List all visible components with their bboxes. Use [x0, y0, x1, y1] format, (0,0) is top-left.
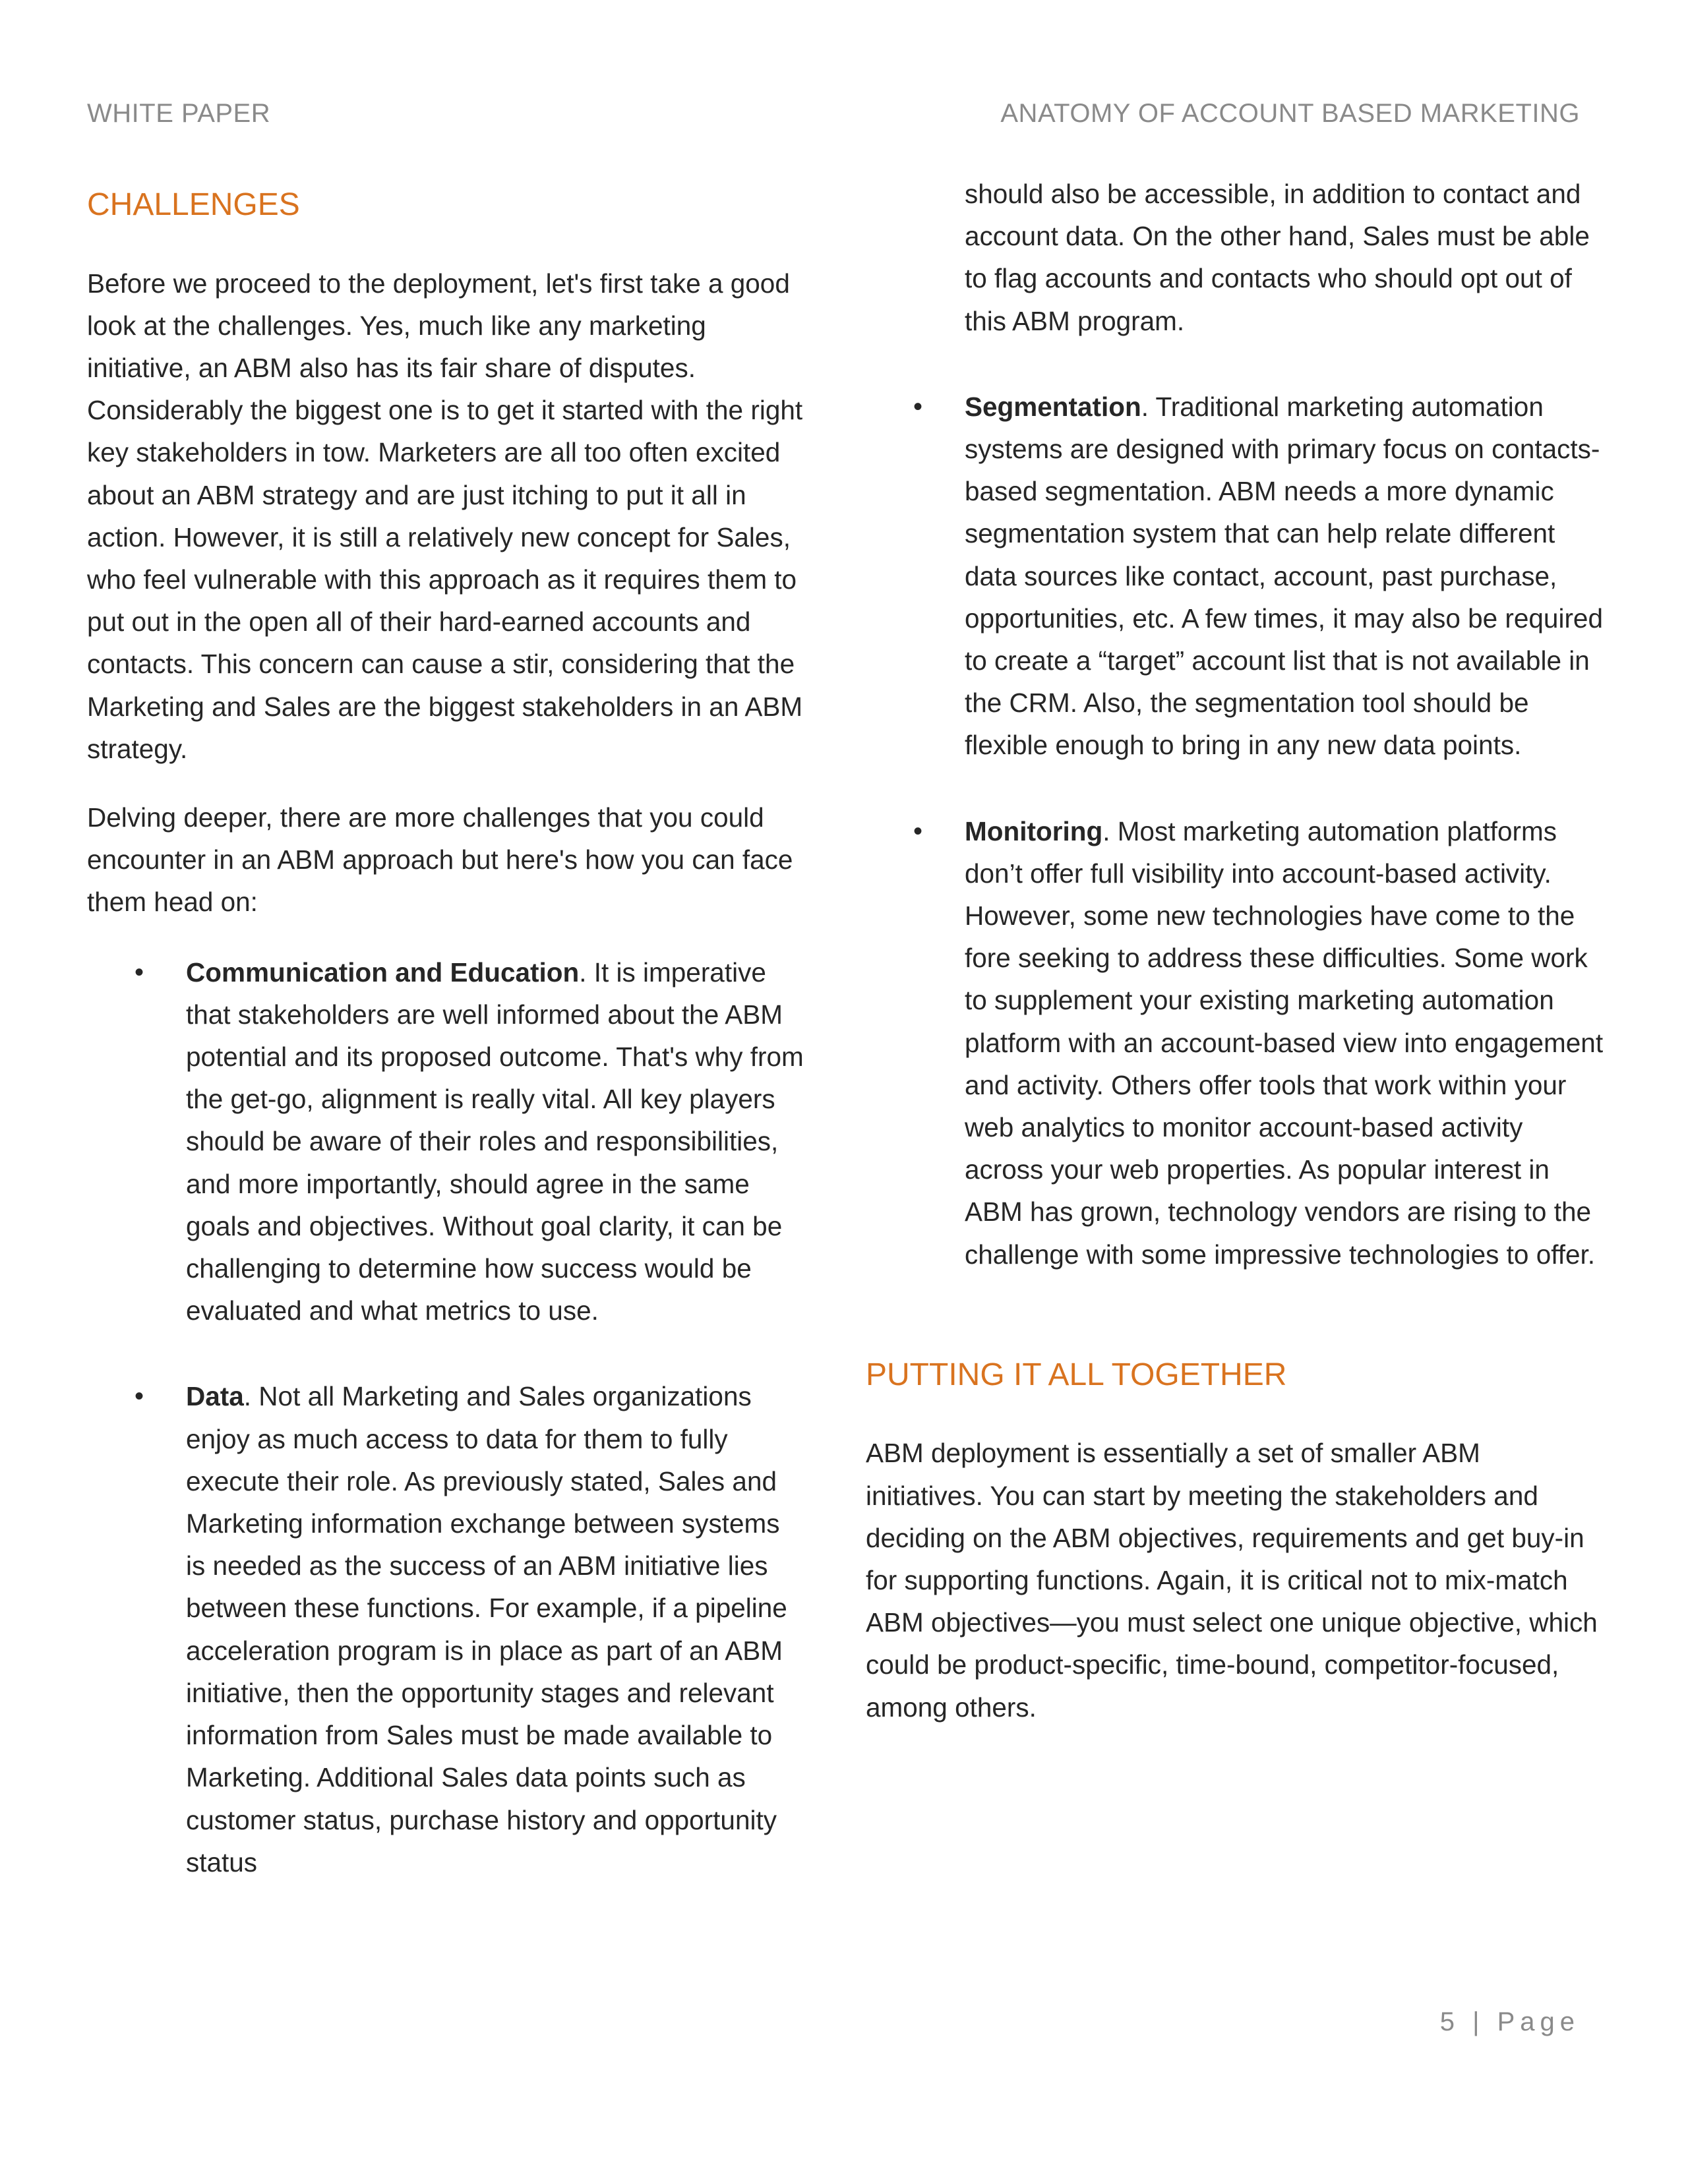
header-right: ANATOMY OF ACCOUNT BASED MARKETING: [1000, 99, 1580, 128]
header-left: WHITE PAPER: [87, 99, 271, 128]
together-heading: PUTTING IT ALL TOGETHER: [866, 1357, 1287, 1392]
item-text: . Not all Marketing and Sales organizations enjoy as much access to data for them to fully execute their role. As previously stated, Sales and Marketing information exchange between systems is needed as the success of an ABM initiative lies between these functions. For example, if a pipeline acceleration program is in place as part of an ABM initiative, then the opportunity stages and relevant information from Sales must be made available to Marketing. Additional Sales data points such as customer status, purchase history and opportunity status: [186, 1381, 787, 1877]
item-text: . Traditional marketing automation systems are designed with primary focus on contacts-based segmentation. ABM needs a more dynamic segmentation system that can help relate different data sources like contact, account, past purchase, opportunities, etc. A few times, it may also be required to create a “target” account list that is not available in the CRM. Also, the segmentation tool should be flexible enough to bring in any new data points.: [965, 391, 1603, 761]
page-number: 5 | Page: [1439, 2007, 1580, 2036]
item-lead: Segmentation: [965, 391, 1141, 422]
item-lead: Data: [186, 1381, 244, 1412]
left-column: [87, 173, 806, 1883]
together-paragraph: ABM deployment is essentially a set of smaller ABM initiatives. You can start by meeting the stakeholders and deciding on the ABM objectives, requirements and get buy-in for supporting functions. Again, it is critical not to mix-match ABM objectives—you must select one unique objective, which could be product-specific, time-bound, competitor-focused, among others.: [866, 1438, 1598, 1723]
challenges-list-right: [866, 173, 1604, 1276]
challenges-list-left: [87, 951, 806, 1883]
list-item-communication: [186, 951, 806, 1332]
list-item-monitoring: [965, 810, 1604, 1276]
challenges-paragraph-2: Delving deeper, there are more challenges that you could encounter in an ABM approach but here's how you can face them head on:: [87, 802, 793, 918]
item-text: . Most marketing automation platforms don’t offer full visibility into account-based activity. However, some new technologies have come to the fore seeking to address these difficulties. Some work to supplement your existing marketing automation platform with an account-based view into engagement and activity. Others offer tools that work within your web analytics to monitor account-based activity across your web properties. As popular interest in ABM has grown, technology vendors are rising to the challenge with some impressive technologies to offer.: [965, 815, 1604, 1270]
right-column: [866, 173, 1604, 1728]
list-item-data: [186, 1375, 806, 1883]
list-item-data-continuation: should also be accessible, in addition to contact and account data. On the other hand, Sales must be able to flag accounts and contacts who should opt out of this ABM program.: [965, 179, 1590, 336]
challenges-paragraph-1: Before we proceed to the deployment, let's first take a good look at the challenges. Yes, much like any marketing initiative, an ABM also has its fair share of disputes. Considerably the biggest one is to get it started with the right key stakeholders in tow. Marketers are all too often excited about an ABM strategy and are just itching to put it all in action. However, it is still a relatively new concept for Sales, who feel vulnerable with this approach as it requires them to put out in the open all of their hard-earned accounts and contacts. This concern can cause a stir, considering that the Marketing and Sales are the biggest stakeholders in an ABM strategy.: [87, 268, 803, 764]
item-lead: Communication and Education: [186, 957, 580, 988]
item-lead: Monitoring: [965, 815, 1103, 846]
list-item-segmentation: [965, 386, 1604, 767]
challenges-heading: CHALLENGES: [87, 187, 300, 222]
item-text: . It is imperative that stakeholders are well informed about the ABM potential and its proposed outcome. That's why from the get-go, alignment is really vital. All key players should be aware of their roles and responsibilities, and more importantly, should agree in the same goals and objectives. Without goal clarity, it can be challenging to determine how success would be evaluated and what metrics to use.: [186, 957, 804, 1326]
